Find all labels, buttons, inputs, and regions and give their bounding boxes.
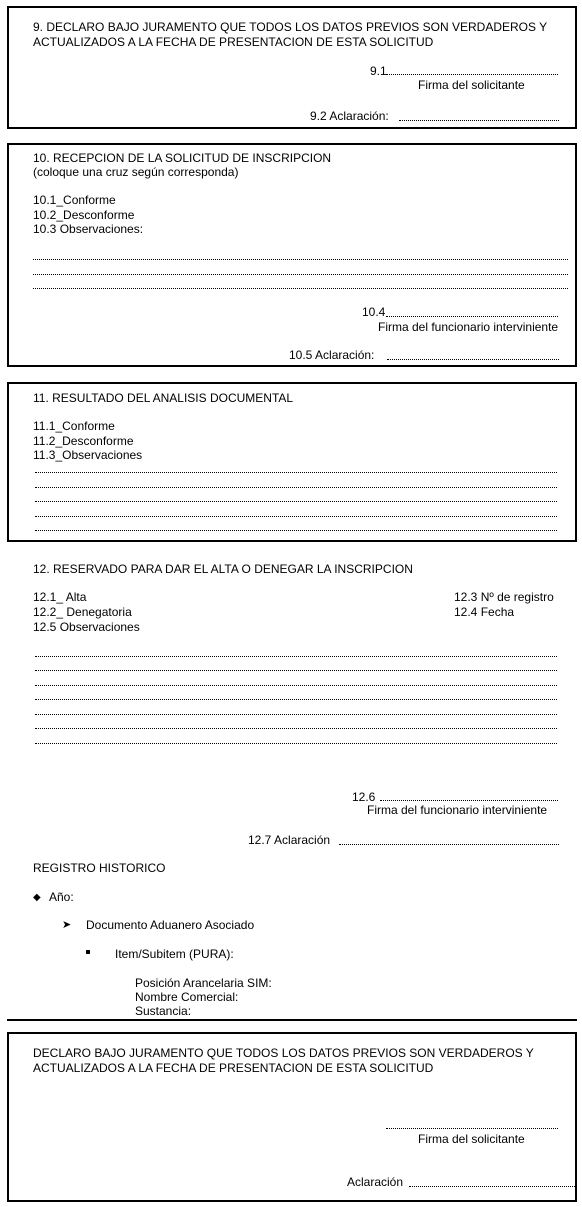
s12-fecha: 12.4 Fecha (454, 605, 515, 619)
s12-obs-line-2[interactable] (35, 670, 557, 671)
square-bullet-icon (86, 950, 90, 954)
s10-obs-line-2[interactable] (33, 274, 568, 275)
final-signature-line[interactable] (386, 1128, 558, 1129)
s10-signature-label: Firma del funcionario interviniente (378, 320, 559, 334)
s12-registro-number: 12.3 Nº de registro (454, 590, 554, 604)
s11-obs-line-2[interactable] (35, 487, 557, 488)
s11-obs-line-1[interactable] (35, 472, 557, 473)
s10-clarification-line[interactable] (387, 359, 559, 360)
final-title-line1: DECLARO BAJO JURAMENTO QUE TODOS LOS DATOS PREVIOS SON VERDADEROS Y (33, 1046, 534, 1060)
s12-denegatoria: 12.2_ Denegatoria (33, 605, 132, 619)
s10-signature-number: 10.4 (362, 305, 386, 319)
s11-obs-line-4[interactable] (35, 516, 557, 517)
s9-signature-line[interactable] (386, 74, 558, 75)
s12-signature-number: 12.6 (352, 790, 376, 804)
section-11-box (7, 382, 577, 542)
s12-obs-line-5[interactable] (35, 714, 557, 715)
s12-obs-line-4[interactable] (35, 699, 557, 700)
s12-signature-label: Firma del funcionario interviniente (367, 803, 548, 817)
s9-title-line2: ACTUALIZADOS A LA FECHA DE PRESENTACION DE ESTA SOLICITUD (33, 35, 434, 49)
hist-item: Item/Subitem (PURA): (115, 947, 234, 961)
s12-title: 12. RESERVADO PARA DAR EL ALTA O DENEGAR LA INSCRIPCION (33, 562, 413, 576)
s12-obs-line-6[interactable] (35, 728, 557, 729)
final-title-line2: ACTUALIZADOS A LA FECHA DE PRESENTACION DE ESTA SOLICITUD (33, 1061, 434, 1075)
s11-desconforme: 11.2_Desconforme (33, 434, 134, 448)
s11-title: 11. RESULTADO DEL ANALISIS DOCUMENTAL (33, 391, 294, 405)
s12-clarification-label: 12.7 Aclaración (248, 833, 331, 847)
final-clarification-line[interactable] (409, 1186, 575, 1187)
s12-obs-line-1[interactable] (35, 656, 557, 657)
s11-observaciones: 11.3_Observaciones (33, 448, 143, 462)
s12-obs-line-3[interactable] (35, 685, 557, 686)
s10-observaciones: 10.3 Observaciones: (33, 222, 144, 236)
s9-signature-number: 9.1 (370, 64, 387, 78)
s10-desconforme: 10.2_Desconforme (33, 208, 135, 222)
s11-obs-line-5[interactable] (35, 530, 557, 531)
s11-obs-line-3[interactable] (35, 501, 557, 502)
s12-alta: 12.1_ Alta (33, 590, 87, 604)
s9-signature-label: Firma del solicitante (418, 78, 525, 92)
s11-conforme: 11.1_Conforme (33, 419, 115, 433)
s10-clarification-label: 10.5 Aclaración: (289, 348, 375, 362)
diamond-bullet-icon: ◆ (33, 892, 41, 903)
hist-substance: Sustancia: (135, 1004, 192, 1018)
s9-clarification-line[interactable] (399, 120, 559, 121)
final-clarification-label: Aclaración (347, 1175, 404, 1189)
s9-title-line1: 9. DECLARO BAJO JURAMENTO QUE TODOS LOS DATOS PREVIOS SON VERDADEROS Y (33, 20, 548, 34)
s10-title: 10. RECEPCION DE LA SOLICITUD DE INSCRIPCION (33, 151, 332, 165)
s10-signature-line[interactable] (386, 316, 558, 317)
hist-year: Año: (49, 890, 74, 904)
arrow-bullet-icon: ➤ (62, 919, 72, 931)
s10-conforme: 10.1_Conforme (33, 193, 116, 207)
final-signature-label: Firma del solicitante (418, 1132, 525, 1146)
hist-tariff-position: Posición Arancelaria SIM: (135, 976, 272, 990)
section-divider (7, 1019, 577, 1021)
s10-obs-line-1[interactable] (33, 259, 568, 260)
s10-obs-line-3[interactable] (33, 288, 568, 289)
s12-observaciones: 12.5 Observaciones (33, 620, 140, 634)
hist-commercial-name: Nombre Comercial: (135, 990, 239, 1004)
hist-customs-document: Documento Aduanero Asociado (86, 918, 255, 932)
s12-signature-line[interactable] (380, 800, 558, 801)
s9-clarification-label: 9.2 Aclaración: (310, 109, 389, 123)
s12-obs-line-7[interactable] (35, 743, 557, 744)
s10-subtitle: (coloque una cruz según corresponda) (33, 165, 239, 179)
historical-record-title: REGISTRO HISTORICO (33, 861, 166, 875)
s12-clarification-line[interactable] (339, 844, 559, 845)
